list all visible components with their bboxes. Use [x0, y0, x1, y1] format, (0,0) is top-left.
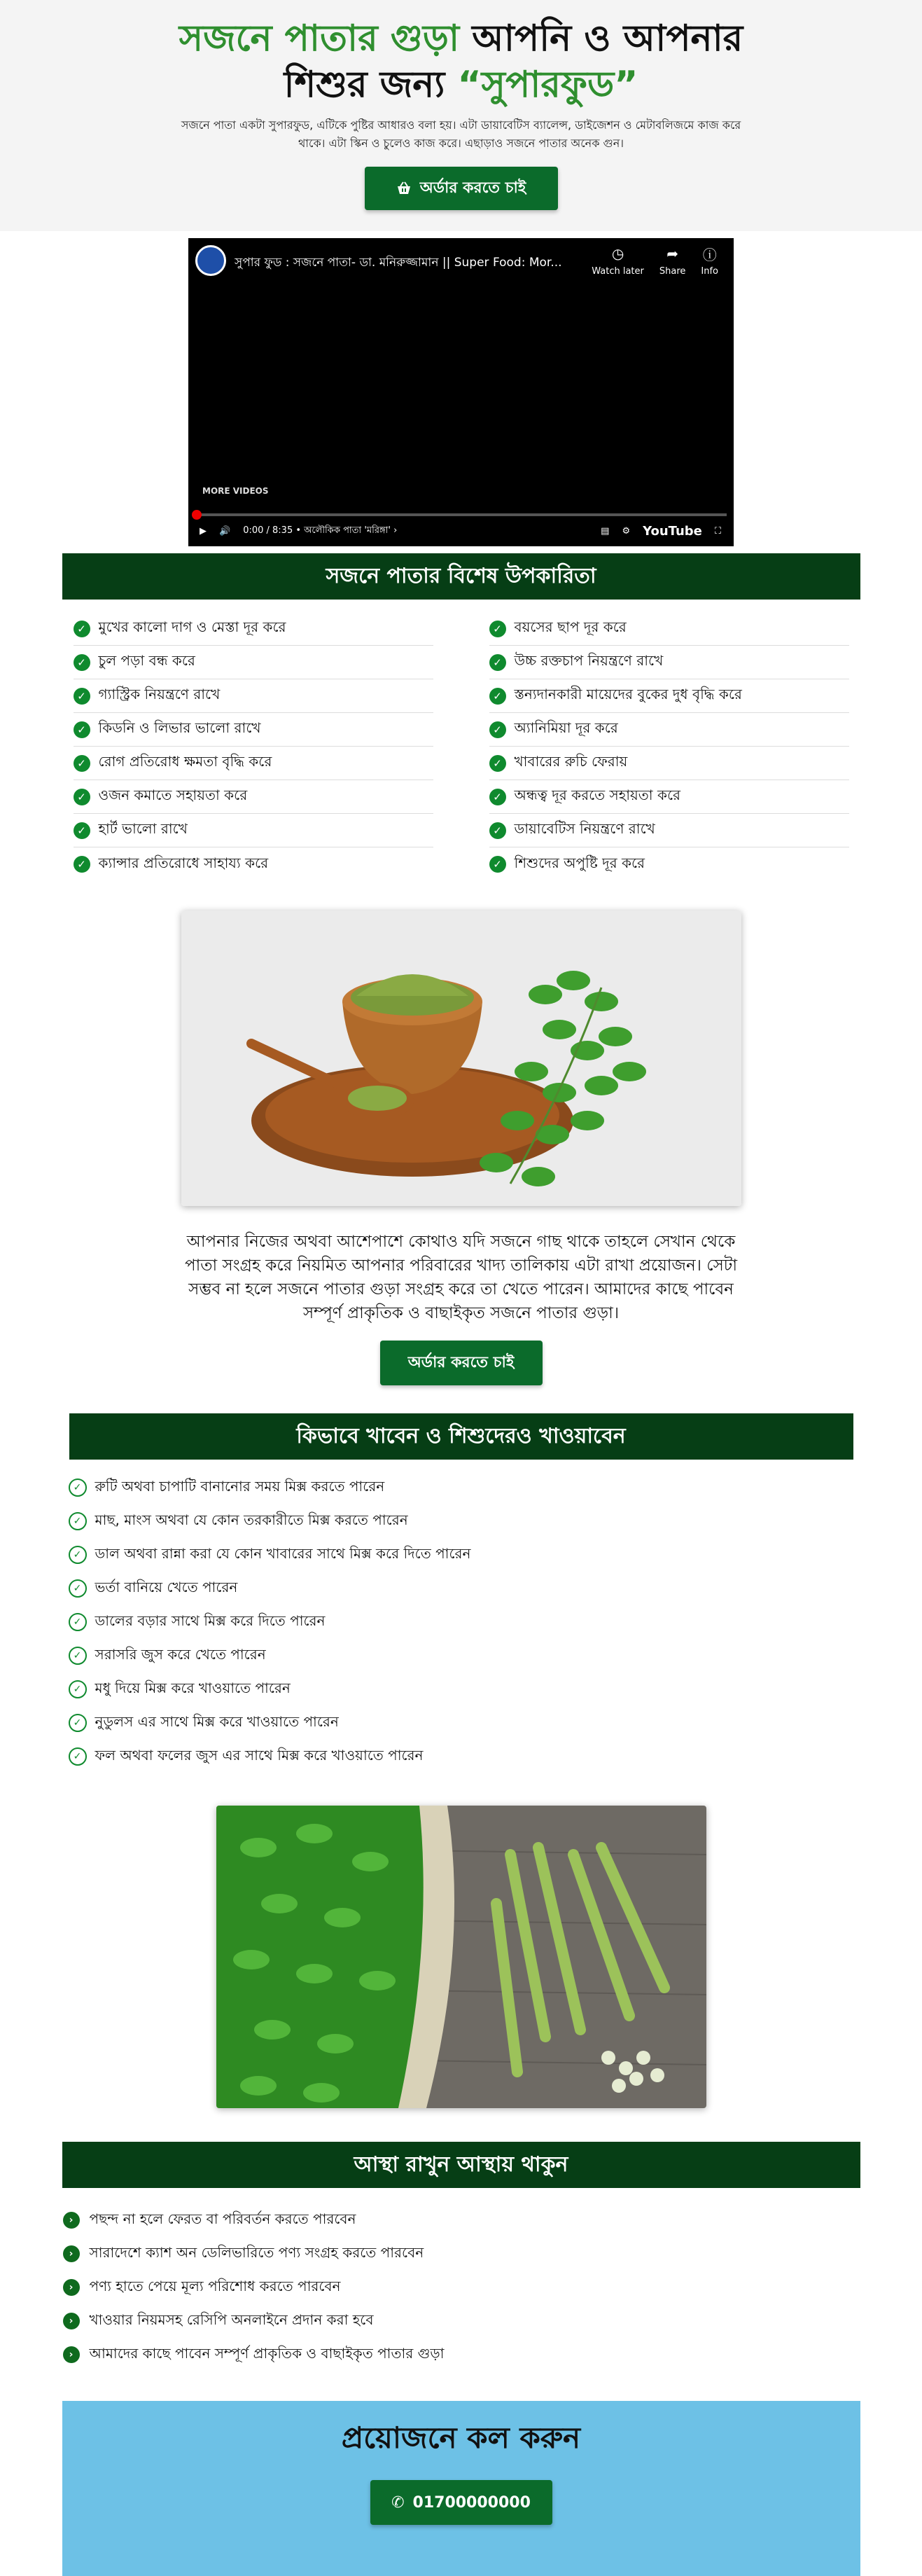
list-item [74, 780, 433, 814]
list-item [489, 780, 849, 814]
trust-title: আস্থা রাখুন আস্থায় থাকুন [62, 2142, 860, 2188]
list-item-text: মাছ, মাংস অথবা যে কোন তরকারীতে মিক্স করতে পারেন [95, 1511, 408, 1528]
list-item [69, 1504, 864, 1538]
list-item [74, 612, 433, 646]
watch-later-button[interactable] [592, 245, 644, 277]
progress-scrubber[interactable] [192, 510, 202, 520]
check-icon: ✓ [489, 755, 506, 772]
list-item [63, 2271, 864, 2304]
intro-paragraph: আপনার নিজের অথবা আশেপাশে কোথাও যদি সজনে গাছ থাকে তাহলে সেখান থেকে পাতা সংগ্রহ করে নিয়মিত আপনার পরিবারের খাদ্য তালিকায় এটা রাখা প্রয়োজন। সেটা সম্ভব না হলে সজনে পাতার গুড়া সংগ্রহ করে তা খেতে পারেন। আমাদের কাছে পাবেন সম্পূর্ণ প্রাকৃতিক ও বাছাইকৃত সজনে পাতার গুড়া। [185, 1233, 737, 1322]
list-item-text: পছন্দ না হলে ফেরত বা পরিবর্তন করতে পারবেন [89, 2210, 356, 2227]
list-item-text: কিডনি ও লিভার ভালো রাখে [98, 719, 261, 736]
list-item [489, 814, 849, 847]
list-item [63, 2203, 864, 2237]
list-item [74, 646, 433, 679]
list-item-text: সরাসরি জুস করে খেতে পারেন [95, 1645, 266, 1663]
check-icon: ✓ [74, 789, 90, 805]
check-icon: ✓ [69, 1546, 87, 1564]
hero-title-line2: শিশুর জন্য [284, 64, 458, 106]
check-icon: ✓ [74, 654, 90, 671]
list-item [74, 847, 433, 881]
hero-title-superfood: “সুপারফুড” [457, 64, 638, 106]
check-icon: ✓ [69, 1714, 87, 1732]
share-label: Share [659, 266, 686, 277]
list-item [69, 1673, 864, 1706]
check-icon: ✓ [74, 822, 90, 839]
list-item [63, 2237, 864, 2271]
list-item [74, 814, 433, 847]
list-item-text: ডাল অথবা রান্না করা যে কোন খাবারের সাথে মিক্স করে দিতে পারেন [95, 1544, 471, 1562]
list-item-text: ডায়াবেটিস নিয়ন্ত্রণে রাখে [514, 820, 655, 837]
benefits-list [62, 612, 860, 881]
list-item-text: আমাদের কাছে পাবেন সম্পূর্ণ প্রাকৃতিক ও বাছাইকৃত পাতার গুড়া [89, 2344, 445, 2362]
mid-order-button[interactable]: অর্ডার করতে চাই [380, 1341, 543, 1385]
info-label: Info [701, 266, 718, 277]
clock-icon: ◷ [611, 245, 624, 262]
check-icon: ✓ [74, 755, 90, 772]
chevron-right-icon: › [63, 2313, 80, 2329]
list-item-text: খাবারের রুচি ফেরায় [514, 753, 628, 770]
share-button[interactable] [659, 245, 686, 277]
list-item-text: অন্ধত্ব দূর করতে সহায়তা করে [514, 787, 680, 803]
cart-icon [396, 181, 412, 195]
check-icon: ✓ [69, 1747, 87, 1766]
list-item-text: চুল পড়া বন্ধ করে [98, 652, 195, 669]
list-item [69, 1605, 864, 1639]
check-icon: ✓ [489, 789, 506, 805]
check-icon: ✓ [74, 621, 90, 637]
chevron-right-icon: › [63, 2245, 80, 2262]
play-icon[interactable]: ▶ [200, 525, 207, 536]
chevron-right-icon: › [63, 2279, 80, 2296]
list-item-text: ফল অথবা ফলের জুস এর সাথে মিক্স করে খাওয়াতে পারেন [95, 1746, 424, 1764]
list-item-text: অ্যানিমিয়া দূর করে [514, 719, 618, 736]
check-icon: ✓ [489, 654, 506, 671]
list-item [69, 1639, 864, 1673]
list-item-text: স্তন্যদানকারী মায়েদের বুকের দুধ বৃদ্ধি করে [514, 686, 742, 702]
list-item [74, 713, 433, 747]
check-icon: ✓ [69, 1613, 87, 1631]
hero-section [0, 0, 922, 231]
benefits-title: সজনে পাতার বিশেষ উপকারিতা [62, 553, 860, 600]
check-icon: ✓ [489, 621, 506, 637]
check-icon: ✓ [489, 721, 506, 738]
list-item-text: বয়সের ছাপ দূর করে [514, 618, 627, 635]
hero-title-mid: আপনি ও আপনার [459, 18, 743, 60]
gear-icon[interactable]: ⚙ [622, 525, 631, 536]
list-item [489, 679, 849, 713]
info-button[interactable] [701, 245, 718, 277]
video-time: 0:00 / 8:35 • অলৌকিক পাতা 'মরিঙ্গা' › [243, 525, 398, 536]
video-actions [592, 245, 718, 277]
video-top-bar [195, 245, 718, 284]
moringa-powder-image [181, 910, 741, 1206]
benefits-right-column [489, 612, 849, 881]
list-item-text: মধু দিয়ে মিক্স করে খাওয়াতে পারেন [95, 1679, 291, 1696]
check-icon: ✓ [74, 856, 90, 873]
info-icon: ⓘ [702, 246, 717, 263]
list-item-text: নুডুলস এর সাথে মিক্স করে খাওয়াতে পারেন [95, 1712, 339, 1730]
volume-icon[interactable]: 🔊 [219, 525, 231, 536]
list-item [69, 1740, 864, 1773]
check-icon: ✓ [489, 822, 506, 839]
list-item [489, 612, 849, 646]
list-item [63, 2338, 864, 2371]
list-item-text: রুটি অথবা চাপাটি বানানোর সময় মিক্স করতে পারেন [95, 1477, 385, 1495]
check-icon: ✓ [74, 721, 90, 738]
youtube-video-player[interactable] [188, 238, 734, 546]
list-item [63, 2304, 864, 2338]
list-item-text: ডালের বড়ার সাথে মিক্স করে দিতে পারেন [95, 1612, 326, 1629]
channel-avatar[interactable] [195, 245, 226, 276]
video-control-bar [200, 520, 721, 542]
how-to-eat-title: কিভাবে খাবেন ও শিশুদেরও খাওয়াবেন [69, 1413, 853, 1460]
list-item [69, 1572, 864, 1605]
share-icon: ➦ [666, 245, 678, 262]
list-item-text: রোগ প্রতিরোধ ক্ষমতা বৃদ্ধি করে [98, 753, 272, 770]
fullscreen-icon[interactable]: ⛶ [714, 525, 721, 536]
check-icon: ✓ [74, 688, 90, 705]
hero-title [0, 15, 922, 108]
list-item-text: শিশুদের অপুষ্টি দূর করে [514, 854, 645, 871]
call-phone-button[interactable] [370, 2480, 552, 2525]
list-item-text: পণ্য হাতে পেয়ে মূল্য পরিশোধ করতে পারবেন [89, 2277, 341, 2294]
more-videos-label[interactable]: MORE VIDEOS [202, 486, 269, 496]
phone-number: 01700000000 [412, 2493, 531, 2512]
hero-title-green: সজনে পাতার গুড়া [179, 18, 460, 60]
hero-order-label: অর্ডার করতে চাই [419, 179, 526, 197]
benefits-left-column [74, 612, 433, 881]
chevron-right-icon: › [63, 2346, 80, 2363]
check-icon: ✓ [69, 1647, 87, 1665]
youtube-logo[interactable]: YouTube [643, 523, 702, 539]
trust-list [59, 2203, 864, 2371]
check-icon: ✓ [69, 1680, 87, 1698]
list-item-text: ওজন কমাতে সহায়তা করে [98, 787, 248, 803]
list-item [489, 646, 849, 679]
list-item-text: উচ্চ রক্তচাপ নিয়ন্ত্রণে রাখে [514, 652, 664, 669]
list-item [69, 1471, 864, 1504]
list-item [74, 679, 433, 713]
list-item [489, 747, 849, 780]
video-progress-bar[interactable] [195, 513, 727, 516]
list-item-text: সারাদেশে ক্যাশ অন ডেলিভারিতে পণ্য সংগ্রহ করতে পারবেন [89, 2243, 424, 2261]
list-item-text: ক্যান্সার প্রতিরোধে সাহায্য করে [98, 854, 269, 871]
list-item [489, 847, 849, 881]
check-icon: ✓ [69, 1479, 87, 1497]
video-title[interactable]: সুপার ফুড : সজনে পাতা- ডা. মনিরুজ্জামান || Super Food: Mor... [235, 256, 562, 270]
phone-icon: ✆ [391, 2493, 405, 2512]
call-section [62, 2401, 860, 2576]
call-title: প্রয়োজনে কল করুন [341, 2421, 581, 2455]
list-item [69, 1538, 864, 1572]
list-item-text: ভর্তা বানিয়ে খেতে পারেন [95, 1578, 238, 1595]
check-icon: ✓ [69, 1579, 87, 1598]
list-item-text: খাওয়ার নিয়মসহ রেসিপি অনলাইনে প্রদান করা হবে [89, 2311, 374, 2328]
list-item [74, 747, 433, 780]
hero-order-button[interactable] [365, 167, 558, 210]
check-icon: ✓ [489, 856, 506, 873]
mid-order-wrap [0, 1341, 922, 1385]
captions-icon[interactable]: ▤ [601, 525, 610, 536]
list-item-text: মুখের কালো দাগ ও মেস্তা দূর করে [98, 618, 286, 635]
watch-later-label: Watch later [592, 266, 644, 277]
chevron-right-icon: › [63, 2212, 80, 2229]
list-item [69, 1706, 864, 1740]
check-icon: ✓ [69, 1512, 87, 1530]
check-icon: ✓ [489, 688, 506, 705]
list-item-text: গ্যাস্ট্রিক নিয়ন্ত্রণে রাখে [98, 686, 221, 702]
list-item-text: হার্ট ভালো রাখে [98, 820, 188, 837]
moringa-leaves-drumsticks-image [216, 1806, 706, 2108]
how-to-eat-list [59, 1471, 864, 1773]
hero-description: সজনে পাতা একটা সুপারফুড, এটিকে পুষ্টির আধারও বলা হয়। এটা ডায়াবেটিস ব্যালেন্স, ডাইজেশন ও মেটাবলিজমে কাজ করে থাকে। এটা স্কিন ও চুলেও কাজ করে। এছাড়াও সজনে পাতার অনেক গুন। [181, 118, 741, 150]
list-item [489, 713, 849, 747]
